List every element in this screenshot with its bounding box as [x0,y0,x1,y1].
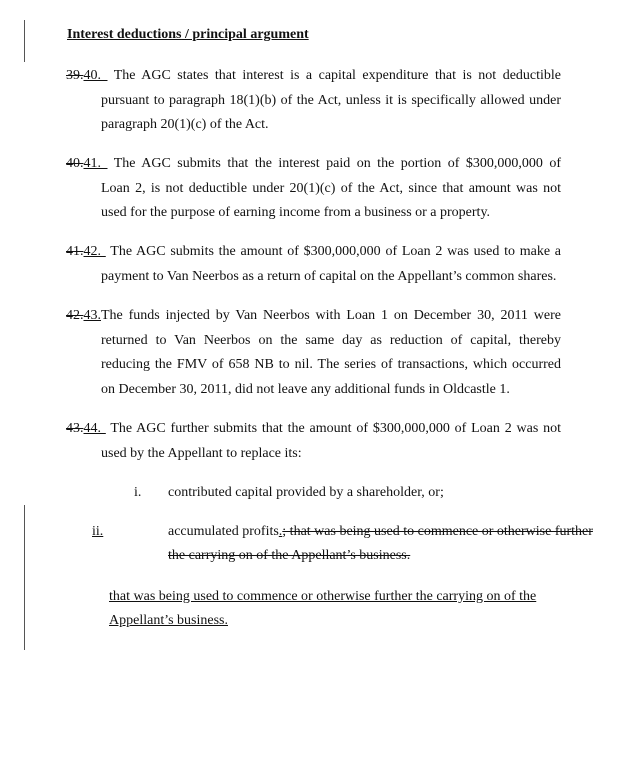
inserted-number: 42. [83,244,101,259]
paragraph-40 [66,64,561,138]
list-item-i [130,481,562,505]
paragraph-line: The AGC submits the amount of $300,000,000 of Loan 2 was used to make a [110,244,562,259]
list-item-text: contributed capital provided by a shareholder, or; [168,485,444,500]
paragraph-line: payment to Van Neerbos as a return of capital on the Appellant’s common shares. [101,268,557,284]
paragraph-line: returned to Van Neerbos on the same day as reduction of capital, thereby [101,332,561,348]
inserted-text: . [278,524,283,539]
paragraph-42 [66,240,561,289]
change-bar [24,20,25,62]
deleted-text: ; that was being used to commence or otherwise further the carrying on of the Appellant’s business. [168,524,593,563]
paragraph-line: Loan 2, is not deductible under 20(1)(c) of the Act, since that amount was not [101,180,561,196]
inserted-number: 41. [83,156,101,171]
deleted-number: 43. [66,421,84,436]
list-marker: ii. [92,524,104,539]
paragraph-line: on December 30, 2011, did not leave any additional funds in Oldcastle 1. [101,381,510,397]
paragraph-line: The AGC further submits that the amount of $300,000,000 of Loan 2 was not [110,421,561,436]
change-bar [24,505,25,650]
deleted-number: 40. [66,156,84,171]
list-item-ii [92,520,600,568]
paragraph-43 [66,304,561,402]
paragraph-line: used by the Appellant to replace its: [101,445,302,461]
deleted-number: 41. [66,244,84,259]
paragraph-line: The AGC states that interest is a capital expenditure that is not deductible [113,68,562,83]
inserted-paragraph: that was being used to commence or otherwise further the carrying on of the Appellant’s business. [109,589,537,628]
section-heading [67,27,309,43]
paragraph-line: pursuant to paragraph 18(1)(b) of the Act, unless it is specifically allowed under [101,92,561,108]
deleted-number: 39. [66,68,84,83]
heading-text: Interest deductions [67,27,182,42]
list-item-text: accumulated profits [168,524,279,539]
deleted-number: 42. [66,308,84,323]
paragraph-line: reducing the FMV of 658 NB to nil. The series of transactions, which occurred [101,357,561,372]
inserted-number: 44. [83,421,101,436]
paragraph-44 [66,417,561,466]
heading-inserted-text: / principal argument [181,27,309,42]
paragraph-line: used for the purpose of earning income from a business or a property. [101,205,491,220]
paragraph-line: The AGC submits that the interest paid on the portion of $300,000,000 of [113,156,562,171]
paragraph-41 [66,152,561,226]
paragraph-line: paragraph 20(1)(c) of the Act. [101,117,269,132]
inserted-number: 40. [83,68,101,83]
inserted-number: 43. [83,308,101,323]
paragraph-line: The funds injected by Van Neerbos with Loan 1 on December 30, 2011 were [101,308,561,323]
list-marker: i. [134,485,142,500]
